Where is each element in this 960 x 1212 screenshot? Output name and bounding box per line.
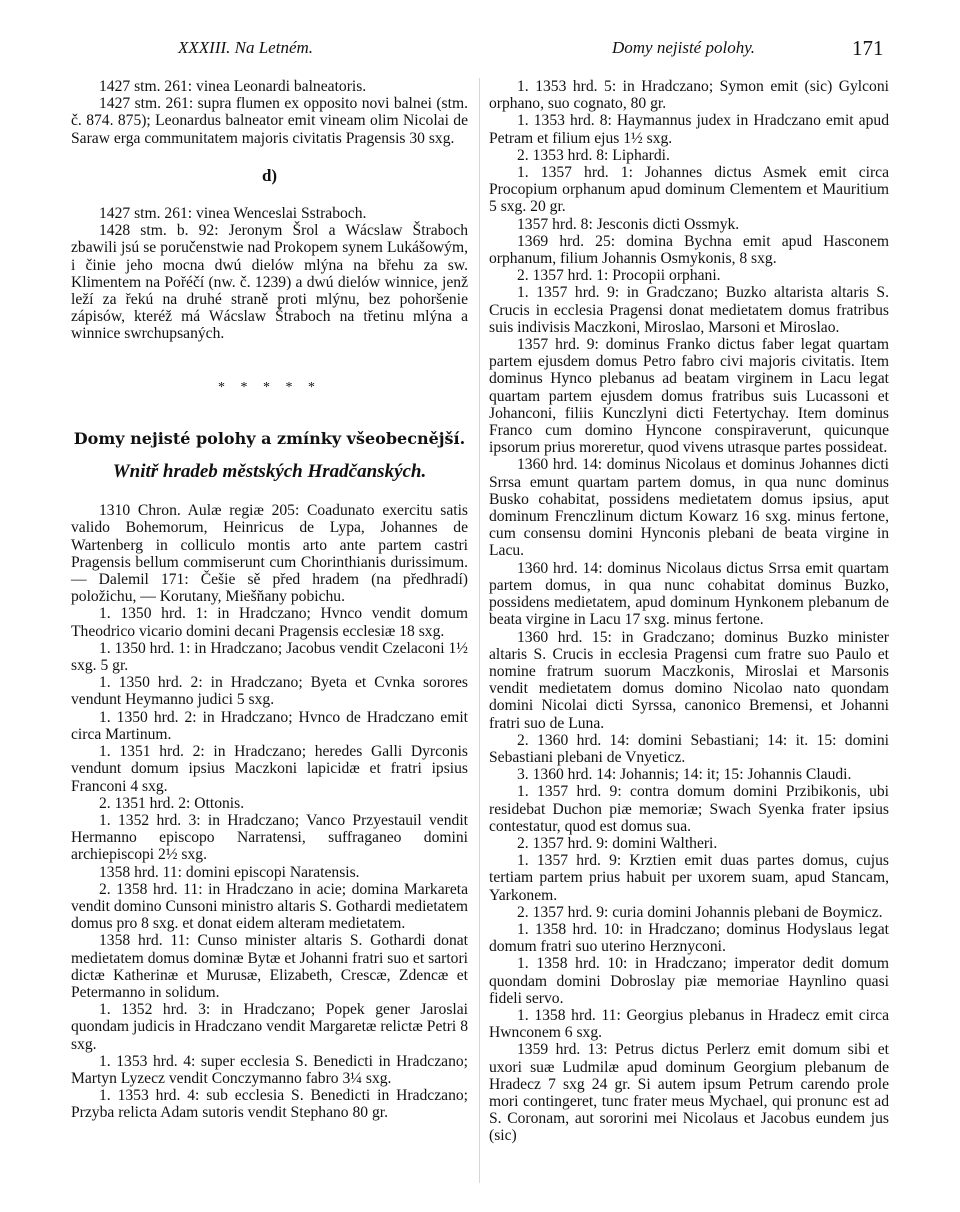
- section-marker: d): [261, 165, 278, 185]
- header-right: Domy nejisté polohy.: [612, 38, 756, 57]
- paragraph: 1. 1357 hrd. 9: contra domum domini Przibikonis, ubi residebat Duchon piæ memoriæ; Swach Syenka frater ipsius contestatur, quod est domus sua.: [489, 783, 889, 835]
- paragraph: 1. 1357 hrd. 9: Krztien emit duas partes domus, cujus tertiam partem prius habuit per uxorem suam, apud Stancam, Yarkonem.: [489, 852, 889, 904]
- paragraph: 3. 1360 hrd. 14: Johannis; 14: it; 15: Johannis Claudi.: [517, 766, 852, 784]
- paragraph: 1427 stm. 261: vinea Leonardi balneatoris.: [99, 78, 367, 95]
- paragraph: 2. 1357 hrd. 9: curia domini Johannis plebani de Boymicz.: [517, 903, 883, 921]
- paragraph: 1357 hrd. 8: Jesconis dicti Ossmyk.: [517, 215, 740, 233]
- paragraph: 2. 1360 hrd. 14: domini Sebastiani; 14: it. 15: domini Sebastiani plebani de Vnyeticz.: [489, 731, 889, 766]
- paragraph: 1427 stm. 261: vinea Wenceslai Sstraboch.: [99, 205, 367, 223]
- paragraph: 1. 1357 hrd. 9: in Gradczano; Buzko altarista altaris S. Crucis in ecclesia Pragensi donat medietatem domus fratribus suis indivisis Maczkoni, Miroslao, Marsoni et Miroslao.: [489, 284, 889, 336]
- paragraph: 1360 hrd. 15: in Gradczano; dominus Buzko minister altaris S. Crucis in ecclesia Pragensi cum fratre suo Paulo et nomine fratrum suorum Maczkonis, Miroslai et Marsonis vendit medietatem domus domino Nicolao nato quondam domini Nicolai dicti Syrssa, canonico Bremensi, et Johanni fratri suo de Luna.: [489, 628, 889, 732]
- paragraph: 1. 1358 hrd. 10: in Hradczano; imperator dedit domum quondam domini Dobroslay piæ memoriae Haynlino quasi fideli servo.: [489, 955, 889, 1007]
- column-divider: [479, 78, 480, 1183]
- paragraph: 1. 1353 hrd. 8: Haymannus judex in Hradczano emit apud Petram et filium ejus 1½ sxg.: [489, 112, 889, 147]
- paragraph: 2. 1351 hrd. 2: Ottonis.: [99, 794, 245, 812]
- running-header: [0, 38, 960, 68]
- paragraph: 2. 1358 hrd. 11: in Hradczano in acie; domina Markareta vendit domino Cunsoni ministro altaris S. Gothardi medietatem domus pro 8 sxg. et donat eidem alteram medietatem.: [71, 880, 468, 933]
- paragraph: 1427 stm. 261: supra flumen ex opposito novi balnei (stm. č. 874. 875); Leonardus balneator emit vineam olim Nicolai de Saraw erga communitatem majoris civitatis Pragensis 30 sxg.: [71, 95, 468, 147]
- paragraph: 1359 hrd. 13: Petrus dictus Perlerz emit domum sibi et uxori suæ Ludmilæ apud dominum Georgium plebanum de Hradecz 7 sxg 24 gr. Si autem ipsum Petrum carendo prole mori contingeret, tunc frater meus Mychael, qui pronunc est ad S. Coronam, aut sororini mei Nicolaus et Jacobus eundem jus (sic): [489, 1041, 889, 1145]
- paragraph: 1358 hrd. 11: Cunso minister altaris S. Gothardi donat medietatem domus dominæ Bytæ et Johanni fratri suo et sartori dictæ Katherinæ et Murusæ, Elizabeth, Crescæ, Zdencæ et Petermanno in solidum.: [71, 932, 468, 1001]
- section-heading: Domy nejisté polohy a zmínky všeobecnější.: [73, 428, 466, 448]
- paragraph: 1. 1350 hrd. 1: in Hradczano; Jacobus vendit Czelaconi 1½ sxg. 5 gr.: [71, 639, 468, 675]
- right-column: [489, 78, 889, 1145]
- paragraph: 1358 hrd. 11: domini episcopi Naratensis.: [99, 863, 360, 881]
- paragraph: 1. 1351 hrd. 2: in Hradczano; heredes Galli Dyrconis vendunt domum ipsius Maczkoni lapicidæ et fratri ipsius Franconi 4 sxg.: [71, 743, 468, 795]
- paragraph: 1. 1352 hrd. 3: in Hradczano; Vanco Przyestauil vendit Hermanno episcopo Narratensi, suffraganeo domini archiepiscopi 2½ sxg.: [71, 811, 468, 864]
- paragraph: 1360 hrd. 14: dominus Nicolaus et dominus Johannes dicti Srrsa emunt quartam partem domus, in qua nunc dominus Busko cohabitat, possidens medietatem domus ipsius, aput dominum Frenczlinum dictum Kowarz 16 sxg. minus fertone, cum consensu domini Hynconis plebani de beata virgine in Lacu.: [489, 456, 889, 560]
- paragraph: 1360 hrd. 14: dominus Nicolaus dictus Srrsa emit quartam partem domus, in qua nunc cohabitat dominus Buzko, possidens medietatem, apud dominum Hynkonem plebanum de beata virgine in Lacu 17 sxg. minus fertone.: [489, 559, 889, 629]
- paragraph: 1. 1358 hrd. 11: Georgius plebanus in Hradecz emit circa Hwnconem 6 sxg.: [489, 1006, 889, 1042]
- paragraph: 1. 1350 hrd. 2: in Hradczano; Hvnco de Hradczano emit circa Martinum.: [71, 708, 468, 743]
- left-column: [71, 78, 468, 1122]
- paragraph: 1310 Chron. Aulæ regiæ 205: Coadunato exercitu satis valido Bohemorum, Heinricus de Lypa, Johannes de Wartenberg in colliculo montis arto ante partem castri Pragensis bellum commiserunt cum Chorinthianis durissimum. — Dalemil 171: Češie sě před hradem (na předhradí) položichu, — Korutany, Miešňany pobichu.: [71, 502, 468, 606]
- paragraph: 2. 1357 hrd. 1: Procopii orphani.: [517, 267, 721, 285]
- paragraph: 1. 1352 hrd. 3: in Hradczano; Popek gener Jaroslai quondam judicis in Hradczano vendit Margaretæ relictæ Petri 8 sxg.: [71, 1001, 468, 1053]
- paragraph: 1428 stm. b. 92: Jeronym Šrol a Wácslaw Štraboch zbawili jsú se poručenstwie nad Prokopem synem Lukášowým, i činie jeho mocna dwú dielów mlýna na břehu za sw. Klimentem na Pořéčí (nw. č. 1239) a dwú dielów winnice, jenž leží za řekú na druhé straně proti mlýnu, bez pohoršenie zápisów, kteréž má Wácslaw Štraboch na třetinu mlýna a winnice swrchupsaných.: [71, 222, 468, 343]
- paragraph: 1357 hrd. 9: dominus Franko dictus faber legat quartam partem ejusdem domus Petro fabro civi majoris civitatis. Item dominus Hynco plebanus ad beatam virginem in Lacu legat quartam partem ejusdem domus fratribus suis Lucassoni et Johanconi, filiis Kunczlyni dicti Fetertychay. Item dominus Franco cum domino Hyncone conspiraverunt, quicunque ipsorum prius moreretur, quod vivens utrasque partes possideat.: [489, 336, 889, 457]
- paragraph: 1. 1357 hrd. 1: Johannes dictus Asmek emit circa Procopium orphanum apud dominum Clementem et Mauritium 5 sxg. 20 gr.: [489, 164, 889, 216]
- paragraph: 1369 hrd. 25: domina Bychna emit apud Hasconem orphanum, filium Johannis Osmykonis, 8 sxg.: [489, 232, 889, 268]
- paragraph: 1. 1358 hrd. 10: in Hradczano; dominus Hodyslaus legat domum fratri suo uterino Herznyconi.: [489, 920, 889, 956]
- page-number: 171: [852, 36, 884, 60]
- paragraph: 1. 1350 hrd. 2: in Hradczano; Byeta et Cvnka sorores vendunt Heymanno judici 5 sxg.: [71, 674, 468, 709]
- paragraph: 1. 1350 hrd. 1: in Hradczano; Hvnco vendit domum Theodrico vicario domini decani Pragensis ecclesiæ 18 sxg.: [71, 605, 468, 640]
- separator-stars: * * * * *: [218, 379, 321, 395]
- header-left: XXXIII. Na Letném.: [178, 38, 314, 57]
- paragraph: 2. 1353 hrd. 8: Liphardi.: [517, 146, 670, 164]
- paragraph: 1. 1353 hrd. 4: super ecclesia S. Benedicti in Hradczano; Martyn Lyzecz vendit Conczymanno fabro 3¼ sxg.: [71, 1052, 468, 1087]
- paragraph: 1. 1353 hrd. 5: in Hradczano; Symon emit (sic) Gylconi orphano, suo cognato, 80 gr.: [489, 78, 889, 113]
- paragraph: 2. 1357 hrd. 9: domini Waltheri.: [517, 834, 718, 852]
- section-subheading: Wnitř hradeb městských Hradčanských.: [112, 461, 427, 483]
- paragraph: 1. 1353 hrd. 4: sub ecclesia S. Benedicti in Hradczano; Przyba relicta Adam sutoris vendit Stephano 80 gr.: [71, 1087, 468, 1122]
